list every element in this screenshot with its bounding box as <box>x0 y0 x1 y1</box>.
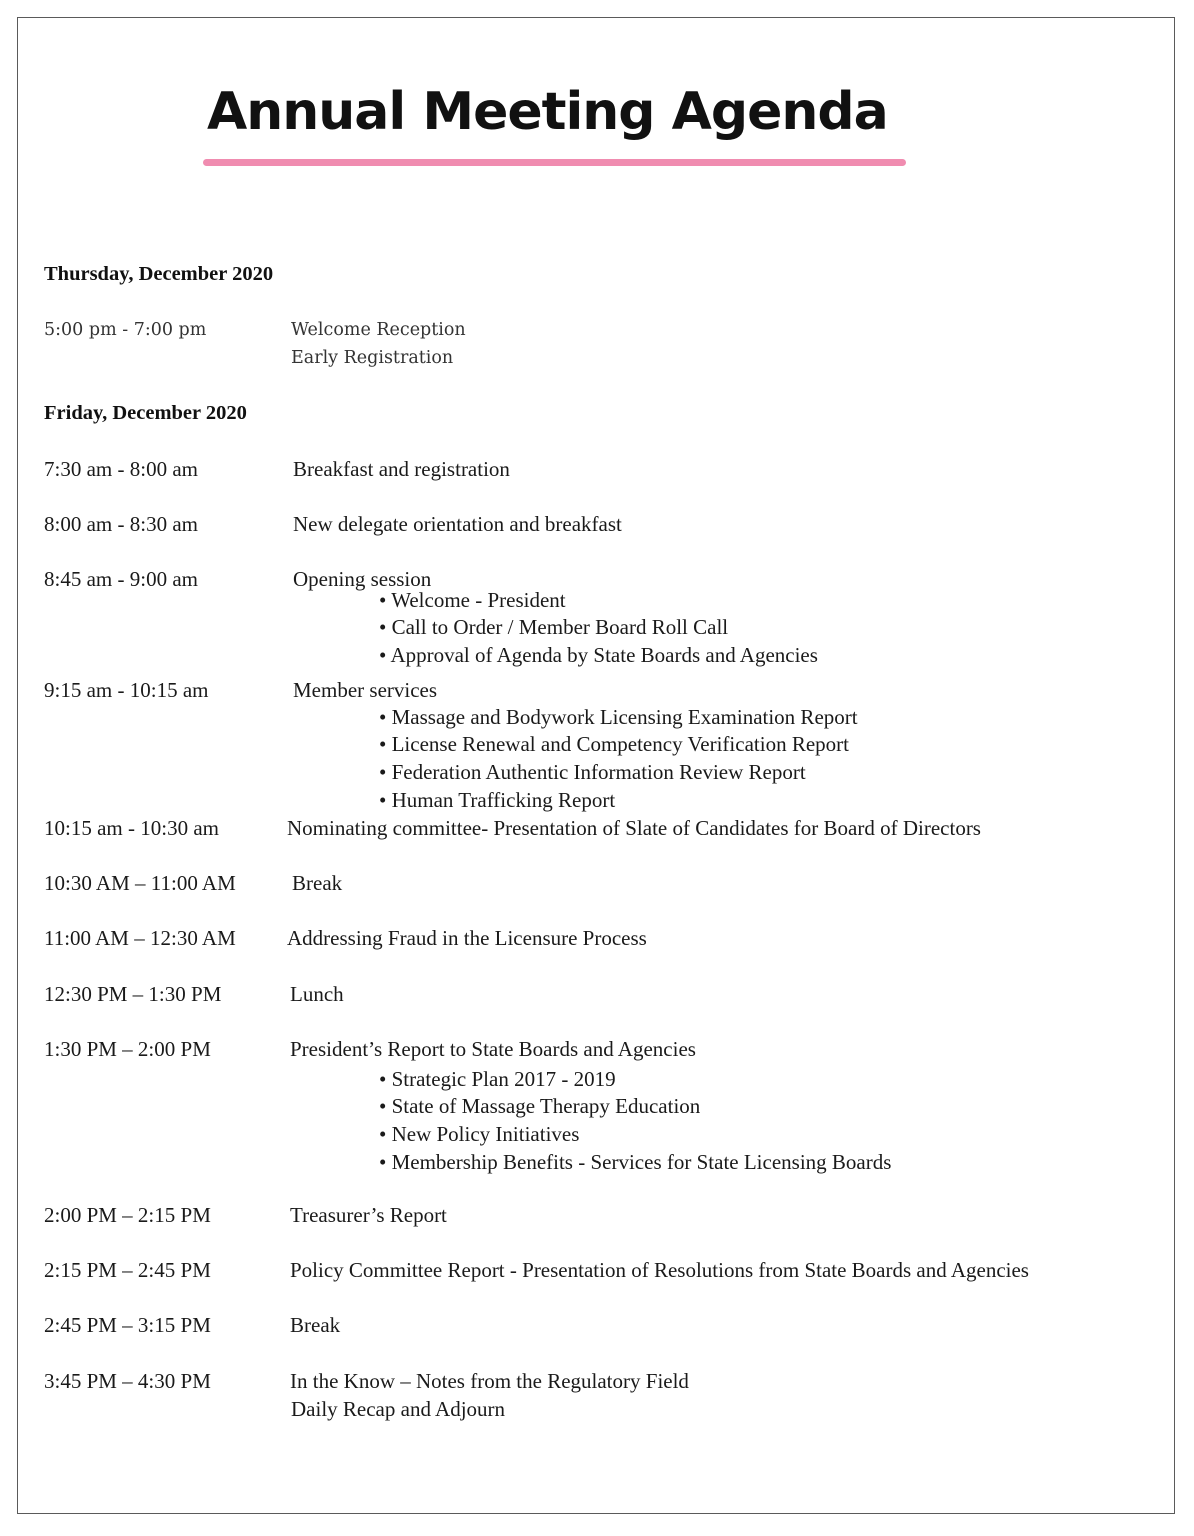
session-title: Early Registration <box>291 348 454 368</box>
session-bullet: • Welcome - President <box>379 588 566 612</box>
session-title: Treasurer’s Report <box>290 1203 447 1227</box>
day-heading-thursday: Thursday, December 2020 <box>44 263 274 285</box>
session-time: 10:15 am - 10:30 am <box>44 816 219 840</box>
session-title: Addressing Fraud in the Licensure Process <box>287 926 647 950</box>
session-time: 1:30 PM – 2:00 PM <box>44 1037 211 1061</box>
session-title: President’s Report to State Boards and Agencies <box>290 1037 696 1061</box>
session-title: Member services <box>293 678 438 702</box>
session-bullet: • License Renewal and Competency Verification Report <box>379 732 849 756</box>
session-bullet: • Federation Authentic Information Review Report <box>379 760 806 784</box>
session-title: Welcome Reception <box>291 320 466 340</box>
session-title: New delegate orientation and breakfast <box>293 512 622 536</box>
session-bullet: • Approval of Agenda by State Boards and Agencies <box>379 643 818 667</box>
session-time: 10:30 AM – 11:00 AM <box>44 871 236 895</box>
day-heading-friday: Friday, December 2020 <box>44 402 247 424</box>
session-subtitle: Daily Recap and Adjourn <box>291 1397 506 1421</box>
session-bullet: • Massage and Bodywork Licensing Examination Report <box>379 705 858 729</box>
session-time: 5:00 pm - 7:00 pm <box>44 320 207 340</box>
session-time: 2:45 PM – 3:15 PM <box>44 1313 211 1337</box>
session-time: 12:30 PM – 1:30 PM <box>44 982 222 1006</box>
session-title: Break <box>290 1313 341 1337</box>
page-title: Annual Meeting Agenda <box>207 82 888 142</box>
session-bullet: • Strategic Plan 2017 - 2019 <box>379 1067 616 1091</box>
session-title: In the Know – Notes from the Regulatory Field <box>290 1369 689 1393</box>
session-time: 2:00 PM – 2:15 PM <box>44 1203 211 1227</box>
session-time: 8:45 am - 9:00 am <box>44 567 198 591</box>
session-time: 2:15 PM – 2:45 PM <box>44 1258 211 1282</box>
session-title: Break <box>292 871 343 895</box>
session-bullet: • Human Trafficking Report <box>379 788 616 812</box>
session-title: Nominating committee- Presentation of Slate of Candidates for Board of Directors <box>287 816 981 840</box>
session-bullet: • New Policy Initiatives <box>379 1122 580 1146</box>
session-title: Lunch <box>290 982 344 1006</box>
session-time: 3:45 PM – 4:30 PM <box>44 1369 211 1393</box>
session-time: 11:00 AM – 12:30 AM <box>44 926 236 950</box>
session-time: 9:15 am - 10:15 am <box>44 678 209 702</box>
session-bullet: • State of Massage Therapy Education <box>379 1094 701 1118</box>
session-title: Policy Committee Report - Presentation of Resolutions from State Boards and Agencies <box>290 1258 1029 1282</box>
session-bullet: • Membership Benefits - Services for State Licensing Boards <box>379 1150 892 1174</box>
title-underline <box>203 159 906 166</box>
session-title: Opening session <box>293 567 432 591</box>
session-bullet: • Call to Order / Member Board Roll Call <box>379 615 729 639</box>
session-time: 8:00 am - 8:30 am <box>44 512 198 536</box>
session-title: Breakfast and registration <box>293 457 510 481</box>
session-time: 7:30 am - 8:00 am <box>44 457 198 481</box>
